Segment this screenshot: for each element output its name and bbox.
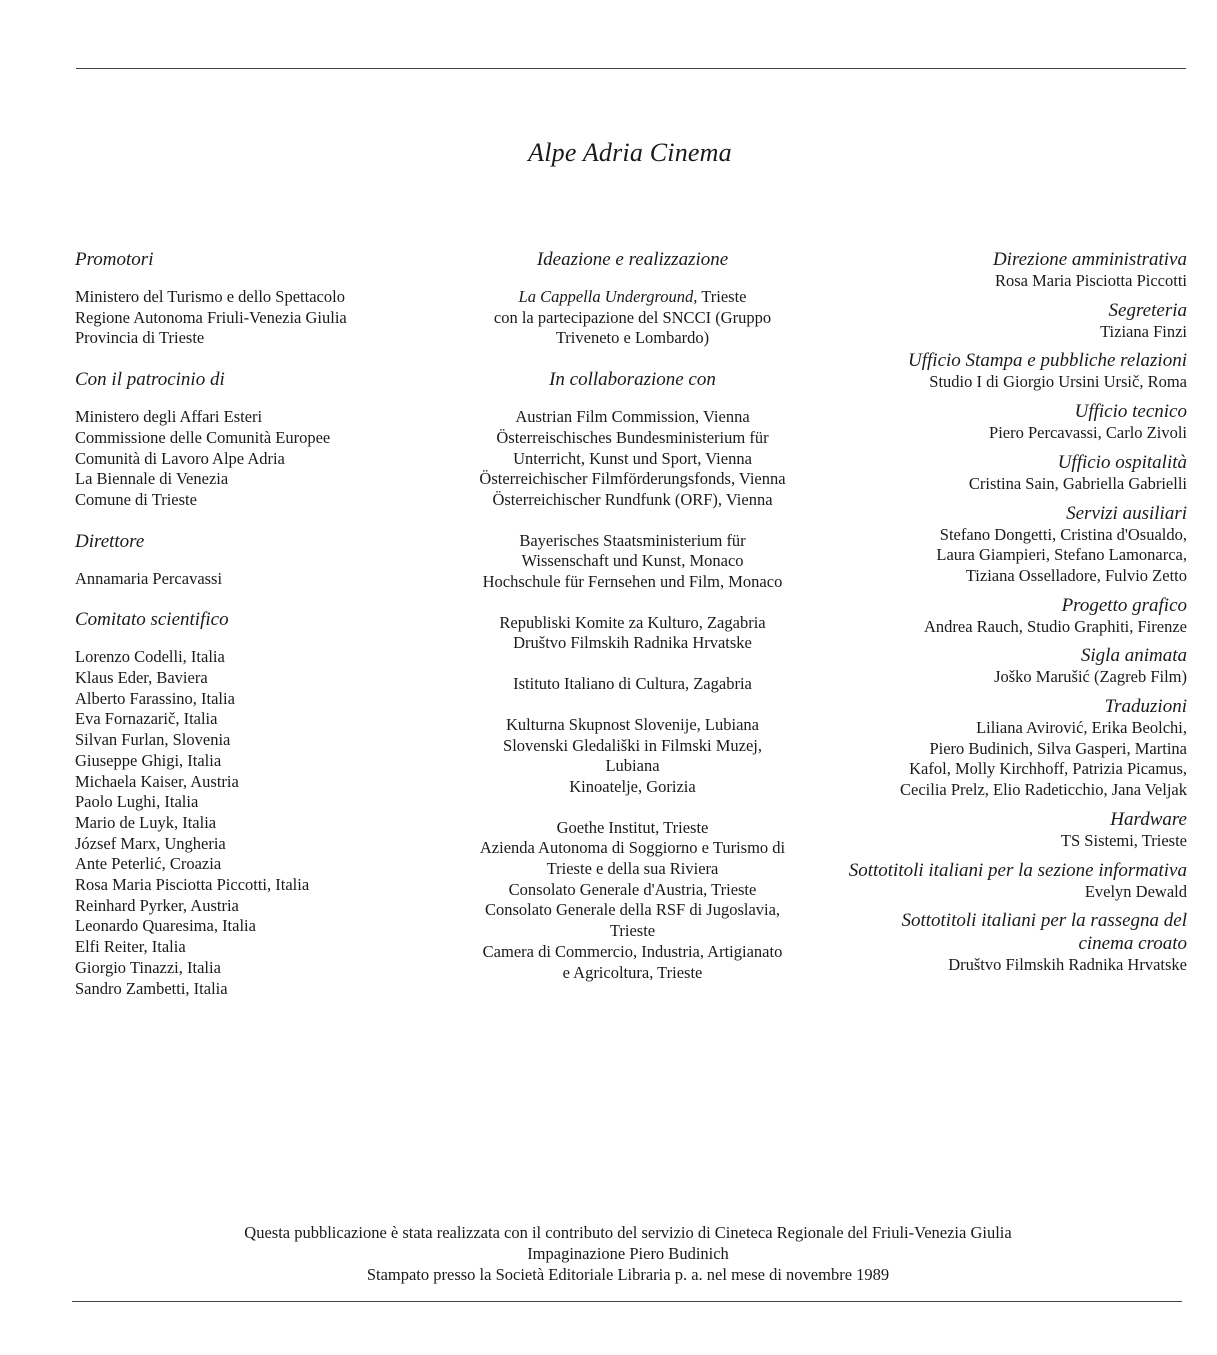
ufficio-tecnico-list [845,423,1187,444]
list-item: Mario de Luyk, Italia [75,812,217,832]
org-city: Trieste [697,287,747,306]
middle-column [440,248,825,1002]
list-item: Annamaria Percavassi [75,568,223,588]
org-name: La Cappella Underground, [518,287,698,306]
colophon-line: Questa pubblicazione è stata realizzata con il contributo del servizio di Cineteca Regionale del Friuli-Venezia Giulia [244,1223,1012,1242]
hardware-heading: Hardware [1110,808,1187,830]
list-item: con la partecipazione del SNCCI (Gruppo [493,307,772,327]
list-item: e Agricoltura, Trieste [562,962,703,982]
sottotitoli-informativa-list [845,882,1187,903]
list-item: Sandro Zambetti, Italia [75,978,228,998]
ideazione-list [440,287,825,349]
list-item: Trieste [609,921,656,941]
partner-group [440,613,825,654]
collaborazione-list [440,407,825,983]
direzione-list [845,271,1187,292]
list-item: Stefano Dongetti, Cristina d'Osualdo, [939,524,1187,544]
promotori-list [75,287,415,349]
list-item: Austrian Film Commission, Vienna [515,407,750,427]
list-item: Ante Peterlić, Croazia [75,854,222,874]
collaborazione-heading: In collaborazione con [549,369,716,391]
partner-group [440,531,825,593]
list-item: Unterricht, Kunst und Sport, Vienna [513,448,752,468]
partner-group [440,407,825,511]
list-item: Studio I di Giorgio Ursini Ursič, Roma [929,372,1187,392]
list-item: Wissenschaft und Kunst, Monaco [521,551,744,571]
list-item: Andrea Rauch, Studio Graphiti, Firenze [923,616,1187,636]
list-item: Rosa Maria Pisciotta Piccotti [994,271,1187,290]
list-item: Kafol, Molly Kirchhoff, Patrizia Picamus, [909,759,1187,779]
list-item: Evelyn Dewald [1084,881,1187,901]
list-item: Österreichischer Filmförderungsfonds, Vienna [479,469,786,489]
right-column [845,248,1187,983]
segreteria-list [845,322,1187,343]
partner-group [440,674,825,695]
bottom-rule [72,1301,1182,1302]
list-item: Tiziana Osselladore, Fulvio Zetto [965,565,1187,585]
list-item: Cristina Sain, Gabriella Gabrielli [968,473,1187,493]
list-item: Ministero del Turismo e dello Spettacolo [75,287,345,306]
list-item: Slovenski Gledališki in Filmski Muzej, [503,735,762,755]
list-item: Consolato Generale d'Austria, Trieste [508,879,757,899]
sottotitoli-croato-list [845,955,1187,976]
list-item: Camera di Commercio, Industria, Artigianato [482,941,783,961]
colophon-line: Impaginazione Piero Budinich [527,1244,729,1263]
top-rule [76,68,1186,69]
promotori-heading: Promotori [75,249,154,270]
sigla-animata-heading: Sigla animata [1080,645,1187,667]
direttore-list [75,569,415,590]
colophon [0,1222,1217,1285]
list-item: Društvo Filmskih Radnika Hrvatske [513,633,752,653]
list-item: Piero Budinich, Silva Gasperi, Martina [929,738,1187,758]
list-item: Bayerisches Staatsministerium für [519,530,746,550]
list-item: La Biennale di Venezia [75,469,229,489]
list-item: Kinoatelje, Gorizia [569,776,696,796]
left-column [75,248,415,1018]
list-item: Michaela Kaiser, Austria [75,771,239,791]
ufficio-tecnico-heading: Ufficio tecnico [1074,401,1187,423]
list-item: Goethe Institut, Trieste [556,817,709,837]
list-item: Triveneto e Lombardo) [555,328,710,348]
list-item: Hochschule für Fernsehen und Film, Monaco [482,572,783,592]
patrocinio-list [75,407,415,511]
colophon-line: Stampato presso la Società Editoriale Libraria p. a. nel mese di novembre 1989 [366,1265,890,1284]
list-item: Commissione delle Comunità Europee [75,427,331,447]
comitato-list [75,647,415,999]
partner-group [440,818,825,984]
list-item: Tiziana Finzi [1100,321,1187,341]
list-item: Laura Giampieri, Stefano Lamonarca, [936,545,1187,565]
sottotitoli-informativa-heading: Sottotitoli italiani per la sezione informativa [848,859,1187,881]
list-item: TS Sistemi, Trieste [1060,830,1187,850]
ideazione-heading: Ideazione e realizzazione [536,249,729,270]
list-item: Provincia di Trieste [75,328,205,348]
traduzioni-list [845,718,1187,801]
direzione-heading: Direzione amministrativa [992,249,1187,270]
list-item: Trieste e della sua Riviera [546,859,719,879]
progetto-grafico-heading: Progetto grafico [1061,594,1187,616]
partner-group [440,715,825,798]
ufficio-ospitalita-heading: Ufficio ospitalità [1057,451,1187,473]
list-item: Cecilia Prelz, Elio Radeticchio, Jana Veljak [900,780,1187,800]
list-item: József Marx, Ungheria [75,833,226,853]
list-item: Ministero degli Affari Esteri [75,407,263,427]
list-item: Leonardo Quaresima, Italia [75,916,256,936]
servizi-ausiliari-heading: Servizi ausiliari [1066,502,1187,524]
list-item: Lubiana [605,756,660,776]
segreteria-heading: Segreteria [1108,299,1187,321]
ufficio-stampa-list [845,372,1187,393]
list-item: Reinhard Pyrker, Austria [75,895,239,915]
traduzioni-heading: Traduzioni [1104,696,1187,718]
list-item: Društvo Filmskih Radnika Hrvatske [948,955,1187,975]
list-item: Rosa Maria Pisciotta Piccotti, Italia [75,875,310,895]
list-item: Giorgio Tinazzi, Italia [75,957,221,977]
list-item: Azienda Autonoma di Soggiorno e Turismo di [479,838,786,858]
comitato-heading: Comitato scientifico [75,609,229,631]
list-item: Elfi Reiter, Italia [75,937,186,957]
list-item: Comunità di Lavoro Alpe Adria [75,448,285,468]
list-item: Consolato Generale della RSF di Jugoslavia, [484,900,781,920]
list-item: Istituto Italiano di Cultura, Zagabria [513,674,752,694]
progetto-grafico-list [845,617,1187,638]
list-item: Liliana Avirović, Erika Beolchi, [976,718,1187,738]
sigla-animata-list [845,667,1187,688]
sottotitoli-croato-heading: Sottotitoli italiani per la rassegna del cinema croato [901,910,1187,955]
list-item: Klaus Eder, Baviera [75,668,208,688]
list-item: Silvan Furlan, Slovenia [75,730,231,750]
list-item: Kulturna Skupnost Slovenije, Lubiana [506,714,759,734]
list-item: Regione Autonoma Friuli-Venezia Giulia [75,307,347,327]
patrocinio-heading: Con il patrocinio di [75,369,225,391]
page-title: Alpe Adria Cinema [528,138,732,167]
list-item: Alberto Farassino, Italia [75,688,235,708]
list-item: Joško Marušić (Zagreb Film) [994,667,1187,687]
list-item: Paolo Lughi, Italia [75,792,199,812]
servizi-ausiliari-list [845,525,1187,587]
list-item: Eva Fornazarič, Italia [75,709,218,729]
list-item: Lorenzo Codelli, Italia [75,647,225,667]
hardware-list [845,831,1187,852]
list-item: Österreichischer Rundfunk (ORF), Vienna [492,489,773,509]
ufficio-stampa-heading: Ufficio Stampa e pubbliche relazioni [908,350,1187,372]
list-item [440,287,825,308]
list-item: Republiski Komite za Kulturo, Zagabria [499,612,766,632]
ufficio-ospitalita-list [845,474,1187,495]
list-item: Giuseppe Ghigi, Italia [75,750,222,770]
list-item: Piero Percavassi, Carlo Zivoli [989,423,1187,443]
list-item: Comune di Trieste [75,489,197,509]
direttore-heading: Direttore [75,530,145,552]
list-item: Österreischisches Bundesministerium für [496,427,769,447]
